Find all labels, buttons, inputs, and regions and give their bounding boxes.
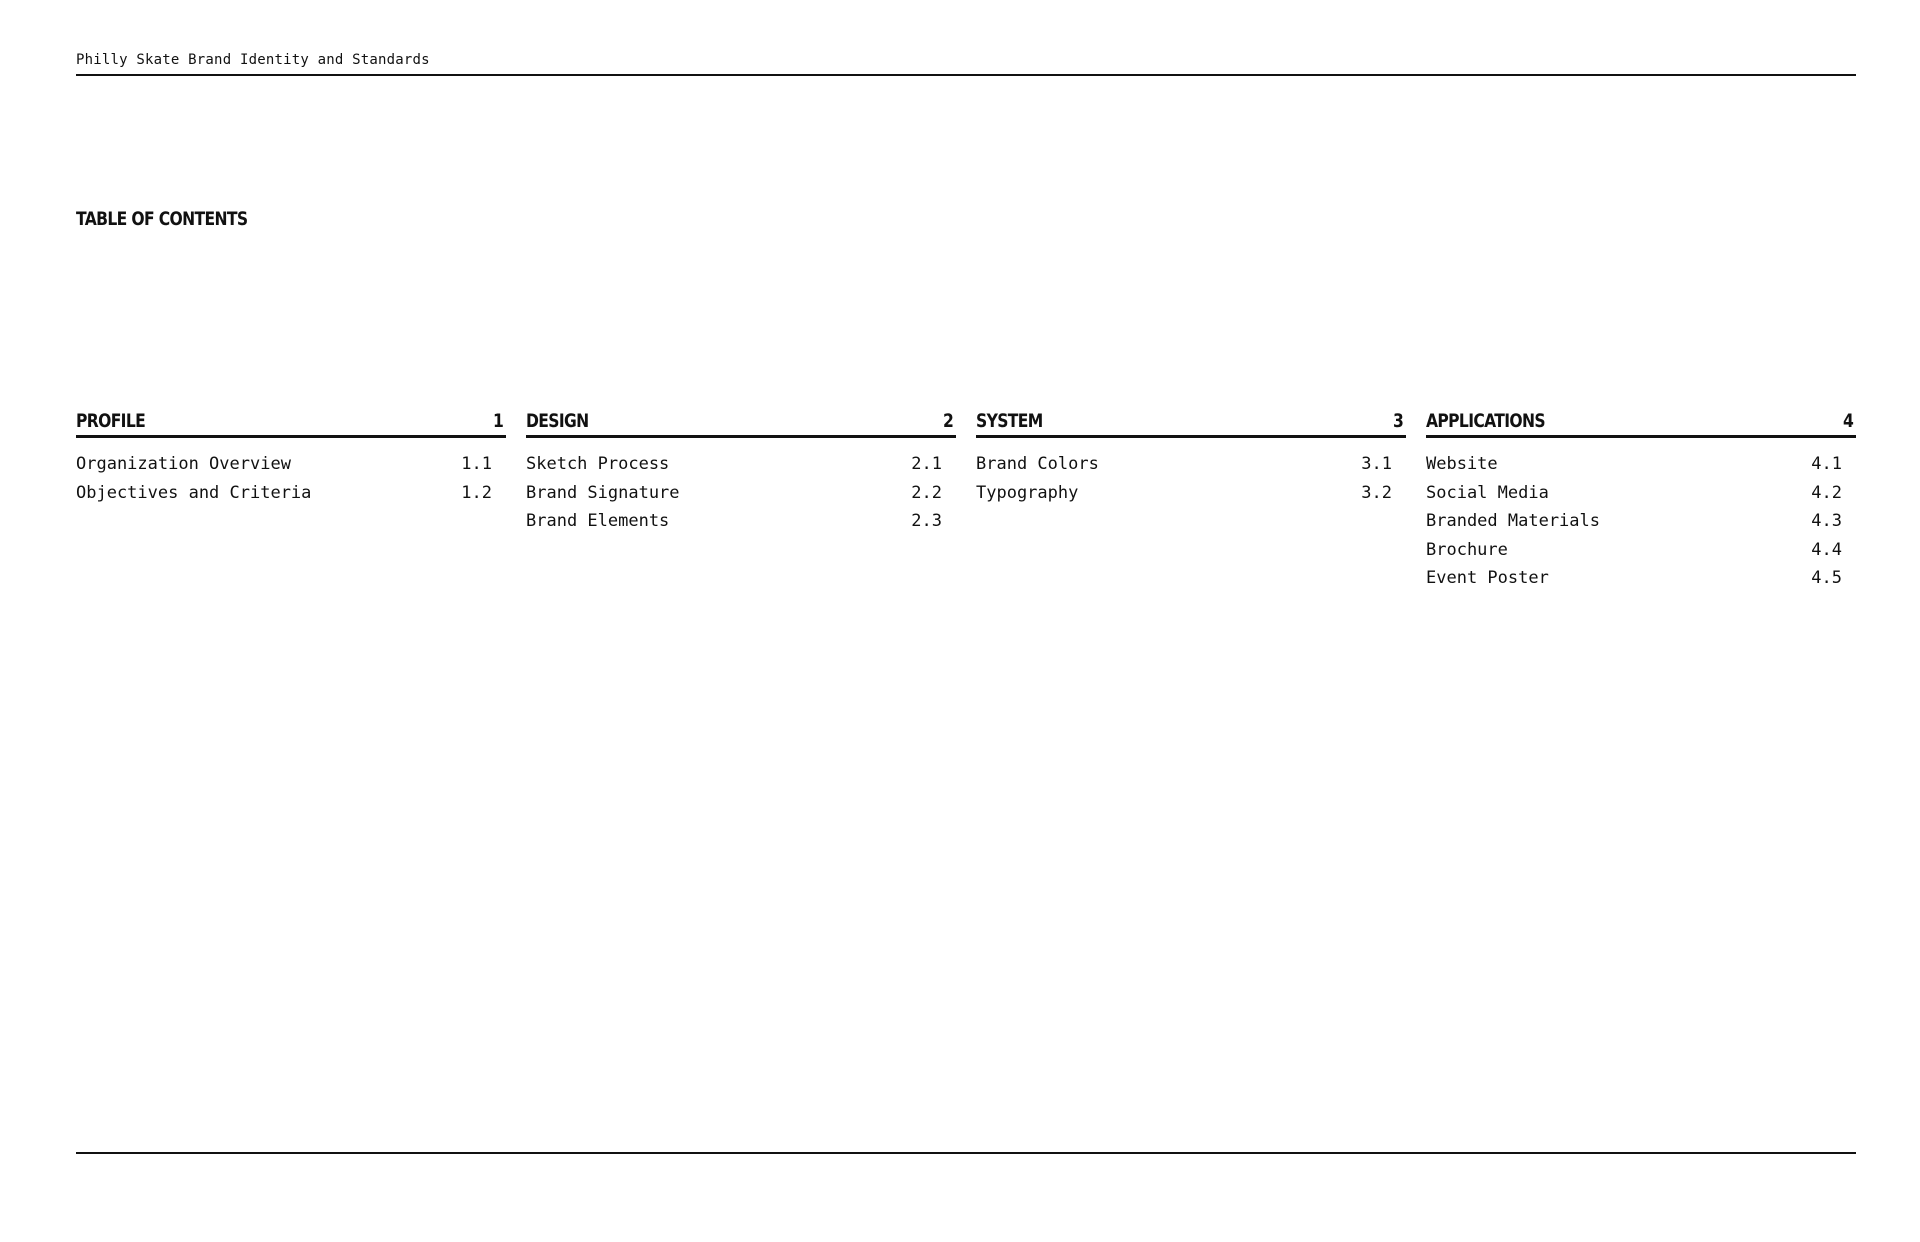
entry-label: Website [1426,454,1498,474]
entry-number: 4.4 [1811,539,1842,560]
entry-number: 4.5 [1811,568,1842,588]
section-header[interactable] [1426,408,1856,438]
toc-entry[interactable] [526,507,956,536]
entry-number: 4.1 [1811,454,1842,474]
section-name: DESIGN [526,410,589,432]
entry-label: Typography [976,482,1079,503]
entry-number: 3.1 [1361,454,1392,474]
section-name: PROFILE [76,410,146,432]
toc-entry[interactable] [1426,536,1856,565]
toc-section-profile [76,408,506,593]
toc-entry[interactable] [76,450,506,479]
entry-label: Brochure [1426,539,1508,560]
entry-label: Organization Overview [76,454,291,474]
toc-entry[interactable] [526,450,956,479]
section-entries [1426,450,1856,593]
section-number: 2 [942,410,953,432]
toc-entry[interactable] [976,450,1406,479]
section-name: SYSTEM [976,410,1043,432]
toc-entry[interactable] [1426,507,1856,536]
document-header-title: Philly Skate Brand Identity and Standards [76,52,430,68]
toc-heading: TABLE OF CONTENTS [76,208,248,230]
entry-label: Brand Colors [976,454,1099,474]
section-number: 1 [492,410,503,432]
entry-number: 2.3 [911,511,942,531]
header-divider [76,74,1856,76]
entry-label: Sketch Process [526,454,670,474]
entry-label: Social Media [1426,482,1549,503]
entry-number: 3.2 [1361,482,1392,503]
section-header[interactable] [976,408,1406,438]
toc-entry[interactable] [526,479,956,508]
section-header[interactable] [526,408,956,438]
section-entries [76,450,506,507]
entry-number: 1.2 [461,482,492,503]
entry-number: 2.2 [911,482,942,503]
entry-label: Brand Signature [526,482,680,503]
entry-label: Objectives and Criteria [76,482,312,503]
entry-number: 1.1 [461,454,492,474]
toc-entry[interactable] [1426,564,1856,593]
entry-label: Branded Materials [1426,511,1600,531]
entry-number: 2.1 [911,454,942,474]
toc-entry[interactable] [76,479,506,508]
entry-label: Event Poster [1426,568,1549,588]
toc-section-system [976,408,1406,593]
section-number: 4 [1842,410,1853,432]
section-entries [526,450,956,536]
toc-entry[interactable] [1426,450,1856,479]
entry-label: Brand Elements [526,511,670,531]
entry-number: 4.3 [1811,511,1842,531]
section-header[interactable] [76,408,506,438]
footer-divider [76,1152,1856,1154]
section-number: 3 [1392,410,1403,432]
section-entries [976,450,1406,507]
toc-columns [76,408,1856,593]
entry-number: 4.2 [1811,482,1842,503]
toc-entry[interactable] [1426,479,1856,508]
section-name: APPLICATIONS [1426,410,1545,432]
toc-section-design [526,408,956,593]
toc-entry[interactable] [976,479,1406,508]
toc-section-applications [1426,408,1856,593]
